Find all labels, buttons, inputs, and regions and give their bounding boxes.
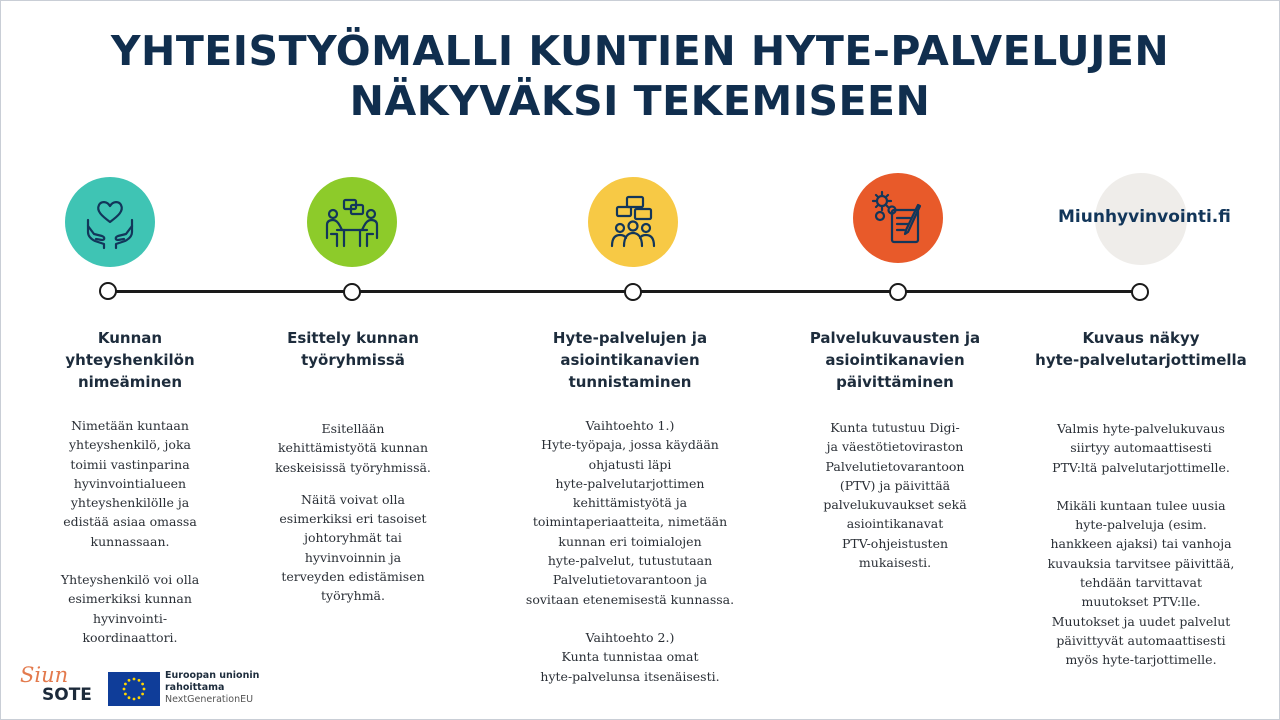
eu-funding-text: Euroopan unionin rahoittama NextGenerationEU (165, 670, 260, 705)
group-chat-icon (603, 192, 663, 252)
step-1-heading: Kunnan yhteyshenkilön nimeäminen (65, 329, 195, 391)
meeting-icon (322, 192, 382, 252)
timeline-dot-5 (1131, 283, 1149, 301)
step-4-column (785, 327, 1005, 572)
timeline-dot-1 (99, 282, 117, 300)
eu-flag-icon (108, 672, 160, 706)
eu-stars-icon (108, 672, 160, 706)
title-line-2: NÄKYVÄKSI TEKEMISEEN (349, 77, 931, 125)
heart-hands-icon (80, 192, 140, 252)
title-line-1: YHTEISTYÖMALLI KUNTIEN HYTE-PALVELUJEN (110, 27, 1170, 75)
step-5-column (1028, 327, 1254, 670)
gears-document-icon (868, 188, 928, 248)
timeline-dot-4 (889, 283, 907, 301)
step-3-body: Vaihtoehto 1.) Hyte-työpaja, jossa käydään ohjatusti läpi hyte-palvelutarjottimen kehittämistyötä ja toimintaperiaatteita, nimetään kunnan eri toimialojen hyte-palvelut, tutustutaan Palvelutietovarantoon ja sovitaan etenemisestä kunnassa. Vaihtoehto 2.) Kunta tunnistaa omat hyte-palvelunsa itsenäisesti. (525, 418, 735, 684)
step-2-heading: Esittely kunnan työryhmissä (287, 329, 419, 369)
step-3-icon-circle (588, 177, 678, 267)
step-4-heading: Palvelukuvausten ja asiointikanavien päivittäminen (809, 329, 981, 391)
step-2-body: Esitellään kehittämistyötä kunnan keskeisissä työryhmissä. Näitä voivat olla esimerkiksi eri tasoiset johtoryhmät tai hyvinvoinnin ja terveyden edistämisen työryhmä. (275, 421, 431, 604)
siun-sote-logo: Siun SOTE (20, 663, 92, 705)
step-1-icon-circle (65, 177, 155, 267)
step-3-heading: Hyte-palvelujen ja asiointikanavien tunnistaminen (552, 329, 708, 391)
timeline-dot-2 (343, 283, 361, 301)
step-5-body: Valmis hyte-palvelukuvaus siirtyy automaattisesti PTV:ltä palvelutarjottimelle. Mikäli kuntaan tulee uusia hyte-palveluja (esim. hankkeen ajaksi) tai vanhoja kuvauksia tarvitsee päivittää, tehdään tarvittavat muutokset PTV:lle. Muutokset ja uudet palvelut päivittyvät automaattisesti myös hyte-tarjottimelle. (1047, 421, 1235, 668)
step-4-icon-circle (853, 173, 943, 263)
step-5-heading: Kuvaus näkyy hyte-palvelutarjottimella (1035, 329, 1247, 369)
step-2-icon-circle (307, 177, 397, 267)
step-1-body: Nimetään kuntaan yhteyshenkilö, joka toimii vastinparina hyvinvointialueen yhteyshenkilölle ja edistää asiaa omassa kunnassaan. Yhteyshenkilö voi olla esimerkiksi kunnan hyvinvointi- koordinaattori. (60, 418, 200, 645)
step-2-column (243, 327, 463, 606)
miunhyvinvointi-logo: Miunhyvinvointi.fi (1058, 207, 1231, 227)
step-1-column (20, 327, 240, 647)
timeline-dot-3 (624, 283, 642, 301)
page-title (0, 26, 1280, 126)
step-4-body: Kunta tutustuu Digi- ja väestötietoviraston Palvelutietovarantoon (PTV) ja päivittää palvelukuvaukset sekä asiointikanavat PTV-ohjeistusten mukaisesti. (823, 420, 967, 571)
step-3-column (500, 327, 760, 686)
